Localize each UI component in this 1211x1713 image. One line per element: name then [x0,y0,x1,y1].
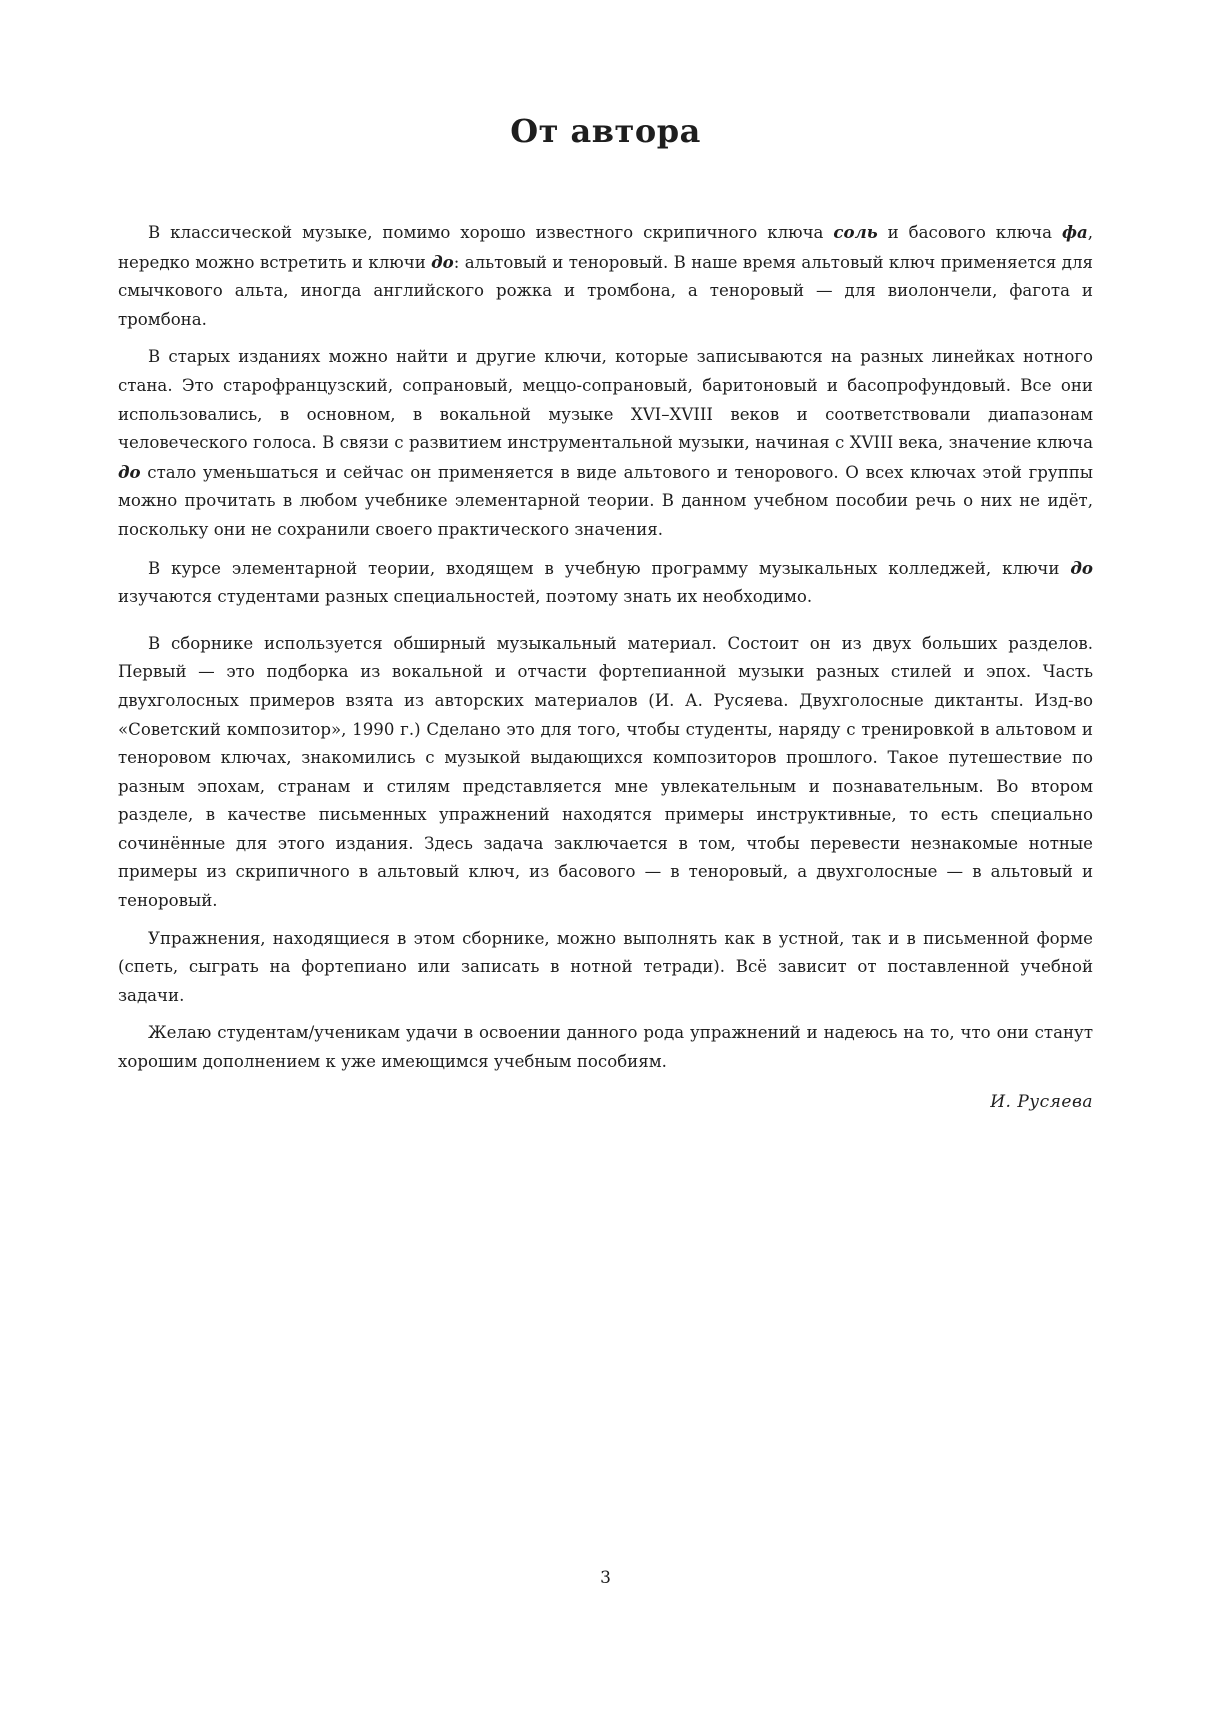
paragraph-3-text-a: В курсе элементарной теории, входящем в учебную программу музыкальных колледжей, ключи [148,558,1071,578]
paragraph-1-text-e: , нередко можно встретить и ключи [118,223,1093,272]
paragraph-2-text-c: стало уменьшаться и сейчас он применяется в виде альтового и тенорового. О всех ключах этой группы можно прочитать в любом учебнике элементарной теории. В данном учебном пособии речь о них не идёт, поскольку они не сохранили своего практического значения. [118,462,1093,539]
paragraph-5: Упражнения, находящиеся в этом сборнике, можно выполнять как в устной, так и в письменной форме (спеть, сыграть на фортепиано или записать в нотной тетради). Всё зависит от поставленной учебной задачи. [118,928,1093,1005]
paragraph-1-text-a: В классической музыке, помимо хорошо известного скрипичного ключа [148,223,834,242]
body-text [118,218,1093,1086]
paragraph-2 [118,343,1093,544]
clef-do-term: до [118,461,141,482]
paragraph-1-text-c: и басового ключа [877,223,1062,242]
clef-do-term: до [1070,557,1093,578]
clef-sol-term: соль [833,222,878,242]
page-title: От автора [510,112,701,150]
paragraph-4: В сборнике используется обширный музыкальный материал. Состоит он из двух больших разделов. Первый — это подборка из вокальной и отчасти фортепианной музыки разных стилей и эпох. Часть двухголосных примеров взята из авторских материалов (И. А. Русяева. Двухголосные диктанты. Изд-во «Советский композитор», 1990 г.) Сделано это для того, чтобы студенты, наряду с тренировкой в альтовом и теноровом ключах, знакомились с музыкой выдающихся композиторов прошлого. Такое путешествие по разным эпохам, странам и стилям представляется мне увлекательным и познавательным. Во втором разделе, в качестве письменных упражнений находятся примеры инструктивные, то есть специально сочинённые для этого издания. Здесь задача заключается в том, чтобы перевести незнакомые нотные примеры из скрипичного в альтовый ключ, из басового — в теноровый, а двухголосные — в альтовый и теноровый. [118,633,1093,911]
paragraph-2-text-a: В старых изданиях можно найти и другие ключи, которые записываются на разных линейках нотного стана. Это старофранцузский, сопрановый, меццо-сопрановый, баритоновый и басопрофундовый. Все они использовались, в основном, в вокальной музыке XVI–XVIII веков и соответствовали диапазонам человеческого голоса. В связи с развитием инструментальной музыки, начиная с XVIII века, значение ключа [118,347,1093,453]
paragraph-1 [118,218,1093,334]
paragraph-6: Желаю студентам/ученикам удачи в освоении данного рода упражнений и надеюсь на то, что они станут хорошим дополнением к уже имеющимся учебным пособиям. [118,1023,1093,1072]
paragraph-3 [118,554,1093,612]
clef-fa-term: фа [1061,222,1088,242]
paragraph-1-text-g: : альтовый и теноровый. В наше время альтовый ключ применяется для смычкового альта, иногда английского рожка и тромбона, а теноровый — для виолончели, фагота и тромбона. [118,252,1093,329]
page-number: 3 [600,1568,611,1588]
paragraph-3-text-c: изучаются студентами разных специальностей, поэтому знать их необходимо. [118,587,813,607]
author-signature: И. Русяева [990,1092,1093,1112]
clef-do-term: до [431,251,454,272]
